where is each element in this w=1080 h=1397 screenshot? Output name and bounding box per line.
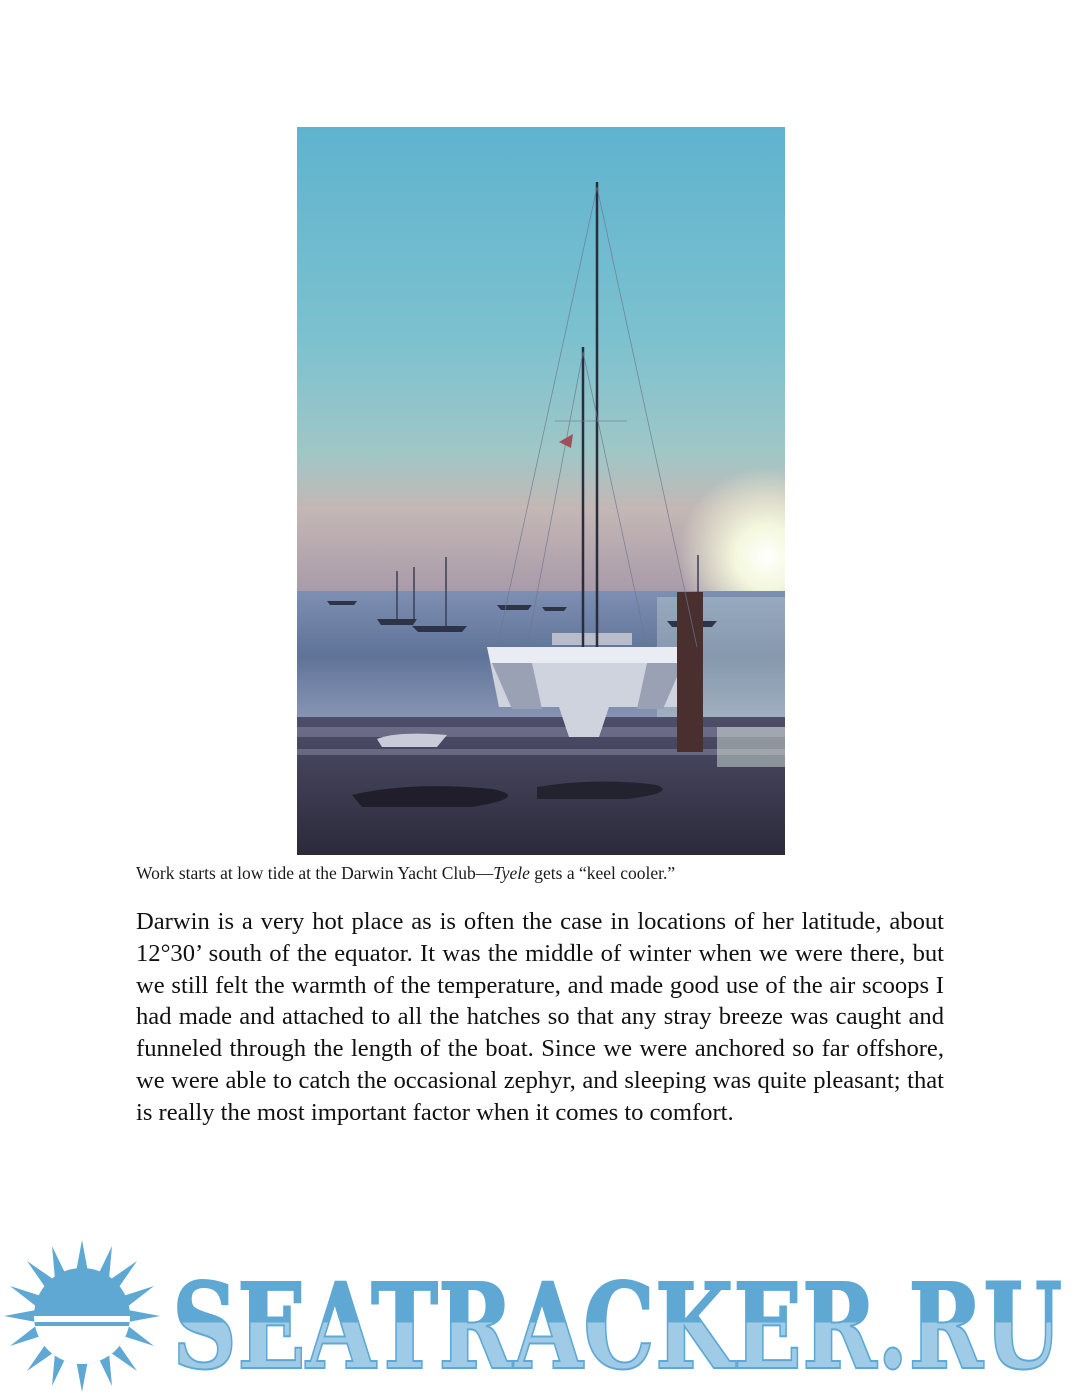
caption-boat-name: Tyele: [493, 863, 530, 883]
seatracker-watermark: [0, 1238, 1080, 1397]
caption-text: Work starts at low tide at the Darwin Yacht Club—: [136, 863, 494, 883]
body-paragraph: Darwin is a very hot place as is often the case in locations of her latitude, about 12°30’ south of the equator. It was the middle of winter when we were there, but we still felt the warmth of the temperature, and made good use of the air scoops I had made and attached to all the hatches so that any stray breeze was caught and funneled through the length of the boat. Since we were anchored so far offshore, we were able to catch the occasional zephyr, and sleeping was quite pleasant; that is really the most important factor when it comes to comfort.: [136, 908, 944, 1126]
trimaran-photo: [297, 127, 785, 855]
photo-caption: [136, 862, 944, 884]
watermark-text: SEATRACKER.RU: [172, 1257, 1062, 1396]
caption-text-end: gets a “keel cooler.”: [529, 863, 676, 883]
sun-logo-icon: [4, 1240, 160, 1392]
